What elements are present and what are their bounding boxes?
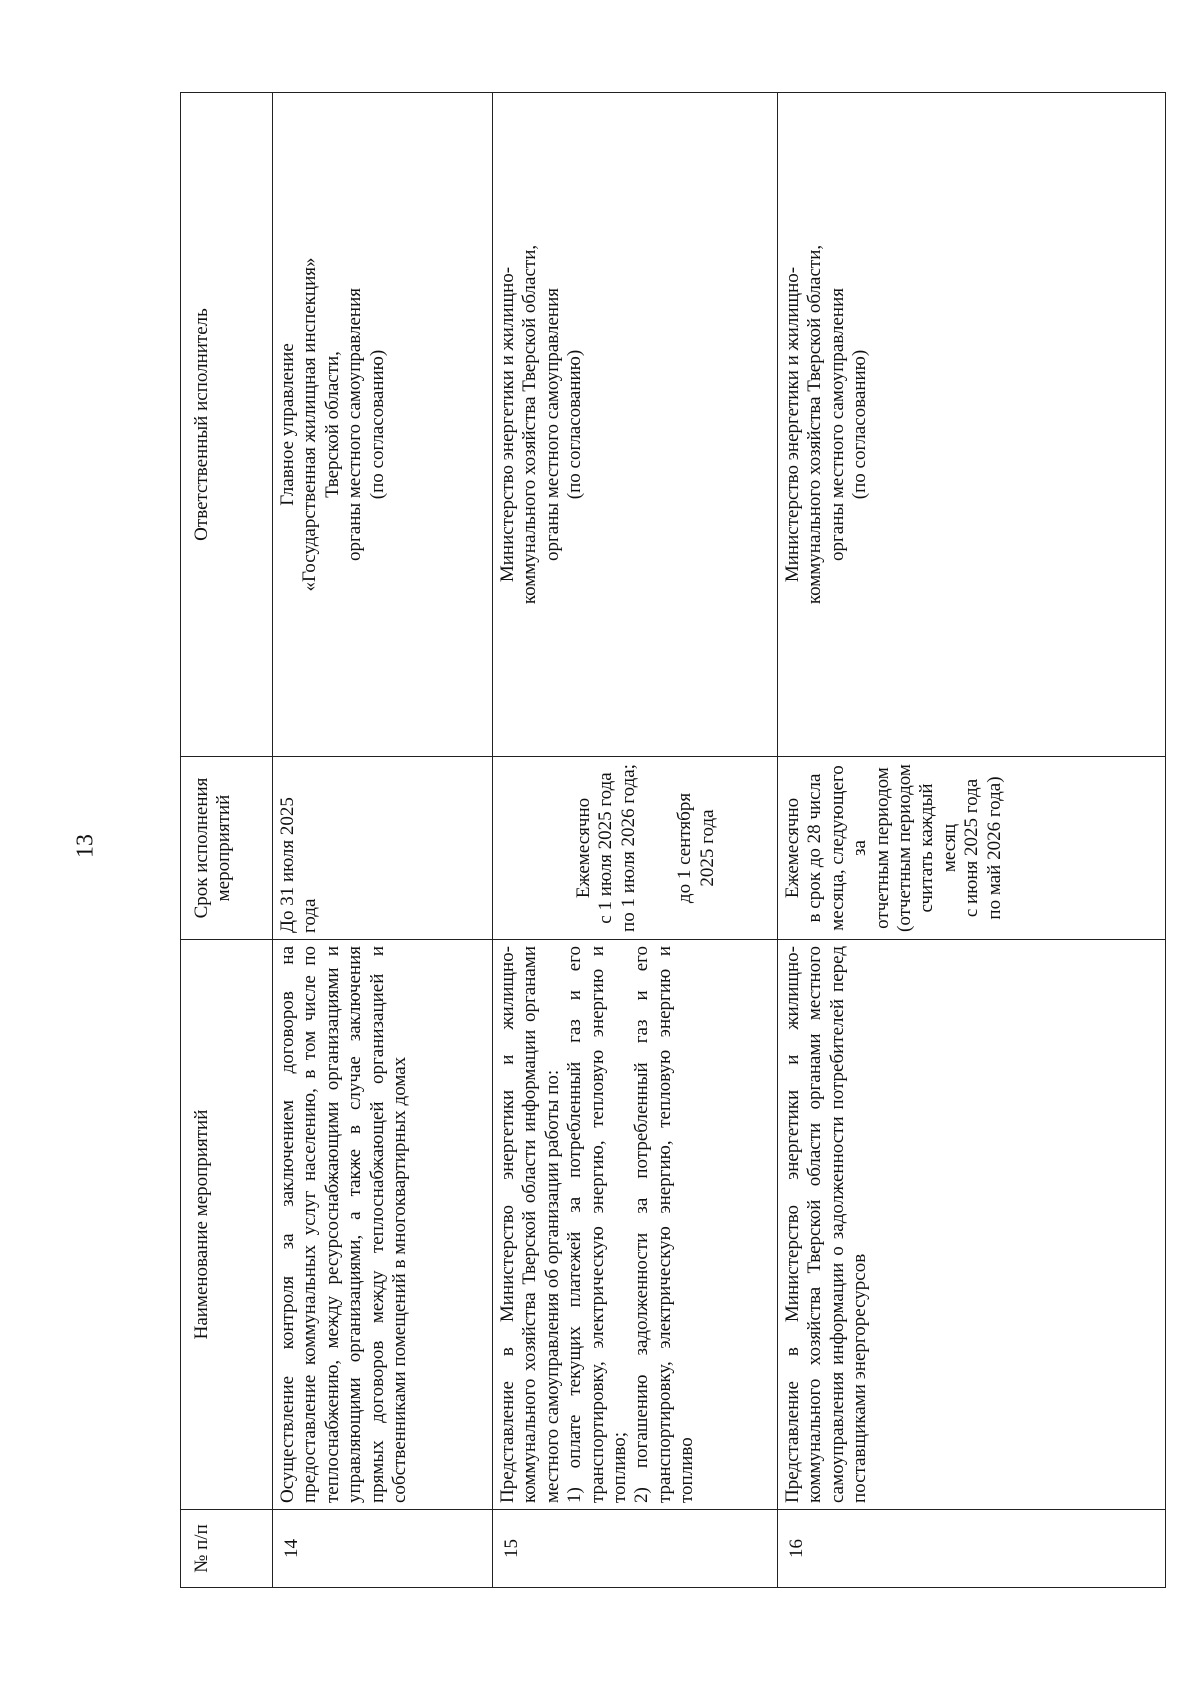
header-name: Наименование мероприятий [181,940,273,1510]
term-line: отчетным периодом [871,767,893,929]
term-line: до 1 сентября [674,792,696,904]
responsible-line: (по согласованию) [564,349,586,500]
responsible-line: Министерство энергетики и жилищно- [497,266,518,583]
term-line: с 1 июля 2025 года [595,772,617,924]
term-line: До 31 июля 2025 года [277,797,321,933]
responsible-line: органы местного самоуправления [541,287,563,562]
term-line: (отчетным периодом [894,764,916,932]
term-cell [273,757,493,940]
measure-item-1: 1) оплате текущих платежей за потребленный газ и его транспортировку, электрическую энергию, тепловую энергию и топливо; [564,946,631,1503]
measure-intro: Представление в Министерство энергетики и жилищно-коммунального хозяйства Тверской области информации органами местного самоуправления об организации работы по: [497,946,563,1503]
table-row [273,93,493,1588]
measure-item-2: 2) погашению задолженности за потребленный газ и его транспортировку, электрическую энергию, тепловую энергию и топливо [631,946,698,1503]
row-number: 15 [493,1510,778,1588]
row-number: 16 [778,1510,1166,1588]
measure-name: Осуществление контроля за заключением договоров на предоставление коммунальных услуг населению, в том числе по теплоснабжению, между ресурсоснабжающими организациями и управляющими организациями, а также в случае заключения прямых договоров между теплоснабжающей организацией и собственниками помещений в многоквартирных домах [273,940,493,1510]
term-line: месяца, следующего за [826,765,871,931]
table-row [778,93,1166,1588]
responsible-line: органы местного самоуправления [344,287,366,562]
measure-name: Представление в Министерство энергетики и жилищно-коммунального хозяйства Тверской области органами местного самоуправления информации о задолженности потребителей перед поставщиками энергоресурсов [778,940,1166,1510]
page-number: 13 [72,834,99,858]
responsible-line: Тверской области, [321,351,343,498]
table-header-row [181,93,273,1588]
term-cell [493,757,778,940]
responsible-line: (по согласованию) [849,349,871,500]
row-number: 14 [273,1510,493,1588]
term-line: 2025 года [696,809,718,887]
responsible-cell [778,93,1166,757]
responsible-line: «Государственная жилищная инспекция» [299,257,321,592]
measures-table [180,92,1166,1588]
term-line: считать каждый месяц [916,783,960,913]
measure-name [493,940,778,1510]
rotated-table-area [180,93,1165,1588]
responsible-cell [493,93,778,757]
responsible-line: органы местного самоуправления [826,287,848,562]
responsible-line: коммунального хозяйства Тверской области, [804,244,826,605]
term-line: в срок до 28 числа [804,773,826,923]
term-line: по 1 июля 2026 года; [617,764,639,932]
responsible-line: (по согласованию) [366,349,388,500]
header-responsible: Ответственный исполнитель [181,93,273,757]
term-cell [778,757,1166,940]
table-row [493,93,778,1588]
term-line: Ежемесячно [782,797,803,899]
header-term: Срок исполнения мероприятий [181,757,273,940]
responsible-cell [273,93,493,757]
responsible-line: коммунального хозяйства Тверской области, [519,244,541,605]
table-wrapper [180,93,1165,1588]
term-line: по май 2026 года) [983,776,1005,920]
term-line: Ежемесячно [573,797,594,899]
header-num: № п/п [181,1510,273,1588]
term-line: с июня 2025 года [961,778,983,918]
responsible-line: Главное управление [277,343,298,506]
responsible-line: Министерство энергетики и жилищно- [782,266,803,583]
